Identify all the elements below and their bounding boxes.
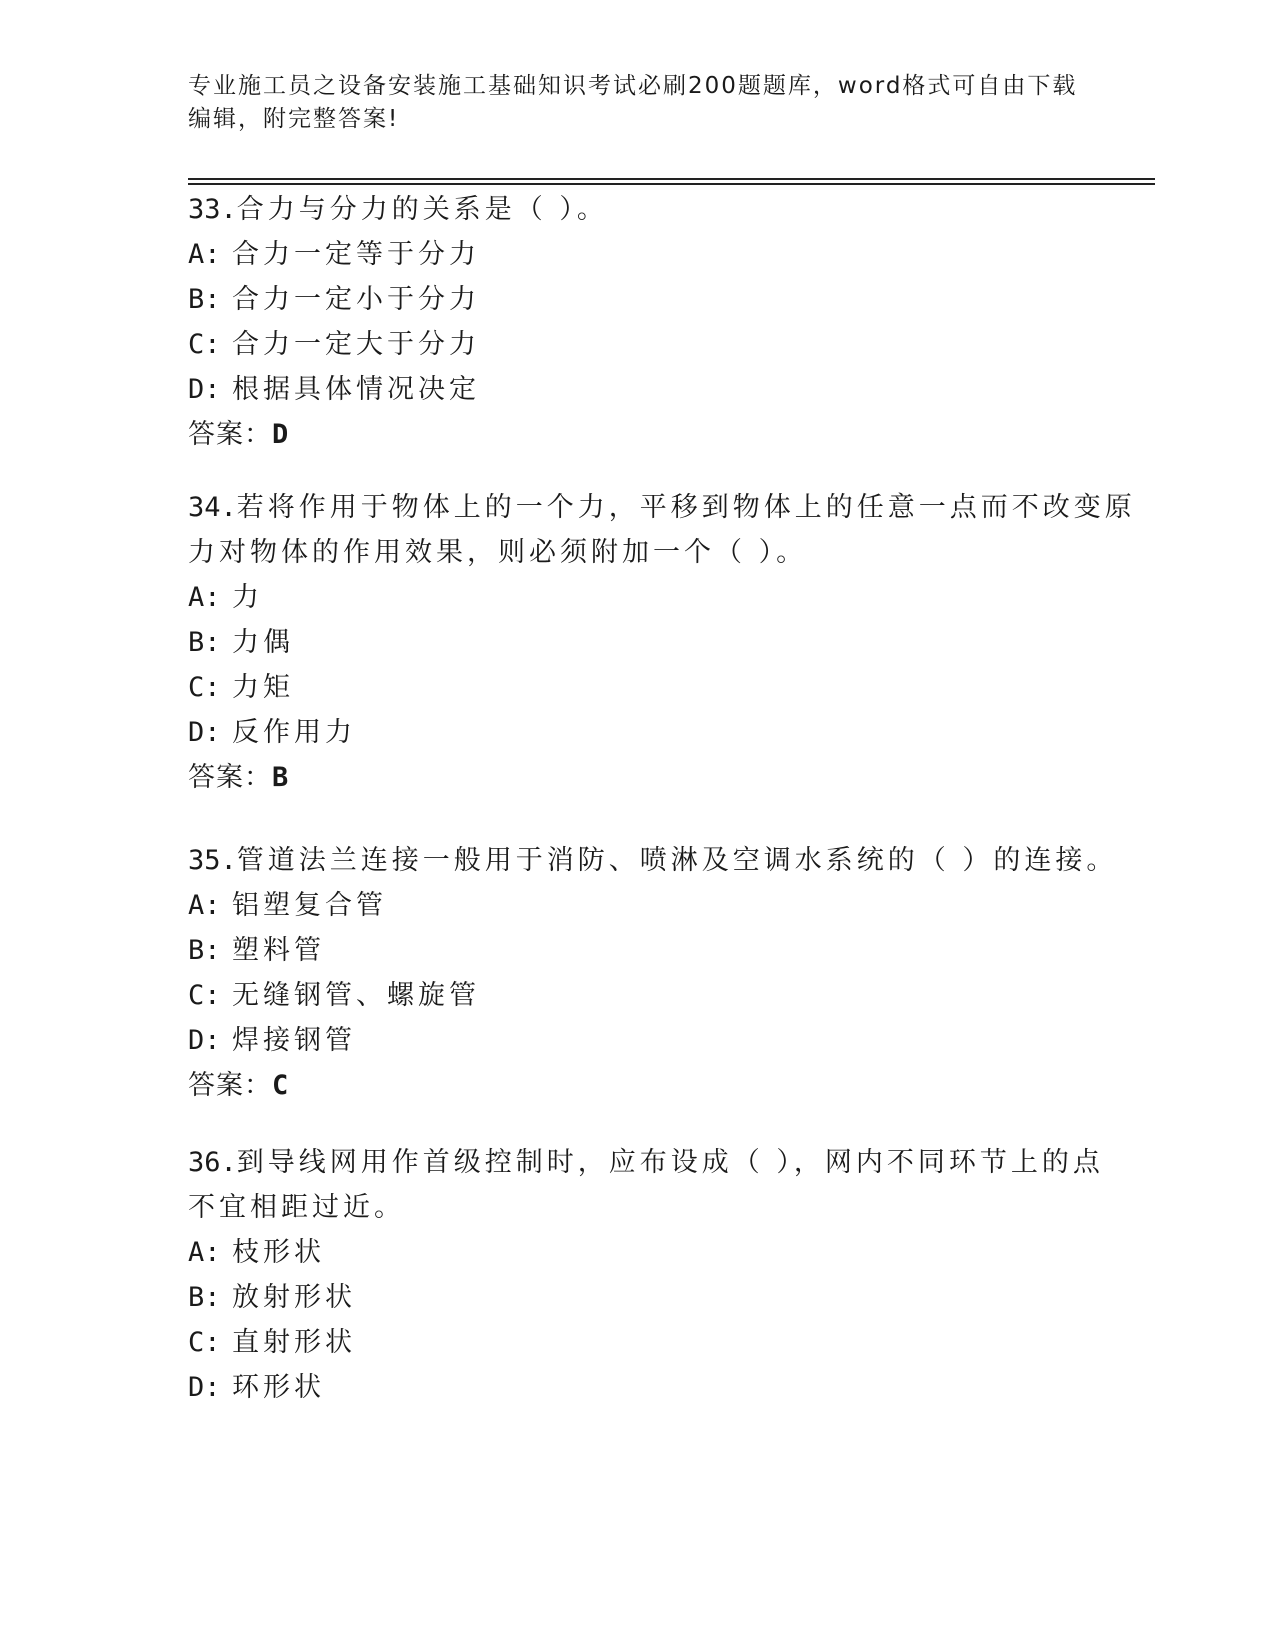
option-label: A: [188,1237,221,1268]
option-d [188,710,1088,755]
answer-value: D [272,419,289,450]
option-label: B: [188,935,221,966]
option-a [188,575,1088,620]
question-35 [188,838,1118,1108]
option-text: 反作用力 [232,717,356,748]
answer-line [188,755,1088,800]
answer-line [188,1063,1088,1108]
option-c [188,1320,1088,1365]
option-label: C: [188,329,221,360]
option-text: 力偶 [232,627,294,658]
option-a [188,883,1088,928]
answer-label: 答案： [188,1070,272,1101]
question-36 [188,1140,1104,1410]
option-text: 环形状 [232,1372,325,1403]
question-stem-text: 合力与分力的关系是（ ）。 [236,194,608,225]
option-text: 无缝钢管、螺旋管 [232,980,480,1011]
question-stem-text: 若将作用于物体上的一个力，平移到物体上的任意一点而不改变原 [236,492,1136,523]
answer-value: C [272,1070,289,1101]
option-a [188,1230,1088,1275]
question-stem [188,838,1118,883]
option-d [188,1365,1088,1410]
option-b [188,620,1088,665]
option-text: 合力一定等于分力 [232,239,480,270]
question-stem [188,1140,1104,1185]
option-text: 力 [232,582,263,613]
option-b [188,928,1088,973]
option-c [188,665,1088,710]
question-stem-continued: 力对物体的作用效果，则必须附加一个（ ）。 [188,537,808,568]
answer-label: 答案： [188,762,272,793]
option-label: B: [188,284,221,315]
header-divider-top [188,178,1155,180]
question-stem-continued: 不宜相距过近。 [188,1192,405,1223]
option-label: D: [188,1025,221,1056]
option-text: 力矩 [232,672,294,703]
option-label: D: [188,717,221,748]
question-stem-text: 到导线网用作首级控制时，应布设成（ ），网内不同环节上的点 [236,1147,1104,1178]
header-line-1: 专业施工员之设备安装施工基础知识考试必刷200题题库，word格式可自由下载 [188,73,1078,99]
document-header [188,70,1088,136]
option-label: C: [188,1327,221,1358]
option-d [188,1018,1088,1063]
option-label: D: [188,374,221,405]
option-a [188,232,1088,277]
option-label: B: [188,627,221,658]
question-stem-text: 管道法兰连接一般用于消防、喷淋及空调水系统的（ ）的连接。 [236,845,1118,876]
option-text: 合力一定大于分力 [232,329,480,360]
option-label: A: [188,582,221,613]
option-text: 放射形状 [232,1282,356,1313]
question-number: 35. [188,845,237,876]
answer-value: B [272,762,289,793]
option-label: A: [188,890,221,921]
option-text: 直射形状 [232,1327,356,1358]
option-text: 枝形状 [232,1237,325,1268]
answer-label: 答案： [188,419,272,450]
question-stem [188,485,1136,530]
option-b [188,277,1088,322]
option-b [188,1275,1088,1320]
option-c [188,973,1088,1018]
option-c [188,322,1088,367]
option-label: D: [188,1372,221,1403]
question-number: 36. [188,1147,237,1178]
option-text: 铝塑复合管 [232,890,387,921]
question-stem [188,187,1088,232]
option-text: 塑料管 [232,935,325,966]
option-label: C: [188,980,221,1011]
option-text: 合力一定小于分力 [232,284,480,315]
question-number: 34. [188,492,237,523]
header-line-2: 编辑，附完整答案! [188,106,400,132]
option-text: 焊接钢管 [232,1025,356,1056]
option-text: 根据具体情况决定 [232,374,480,405]
option-label: B: [188,1282,221,1313]
answer-line [188,412,1088,457]
option-d [188,367,1088,412]
question-33 [188,187,1088,457]
header-divider-bottom [188,183,1155,185]
question-34 [188,485,1136,800]
option-label: C: [188,672,221,703]
option-label: A: [188,239,221,270]
question-number: 33. [188,194,237,225]
